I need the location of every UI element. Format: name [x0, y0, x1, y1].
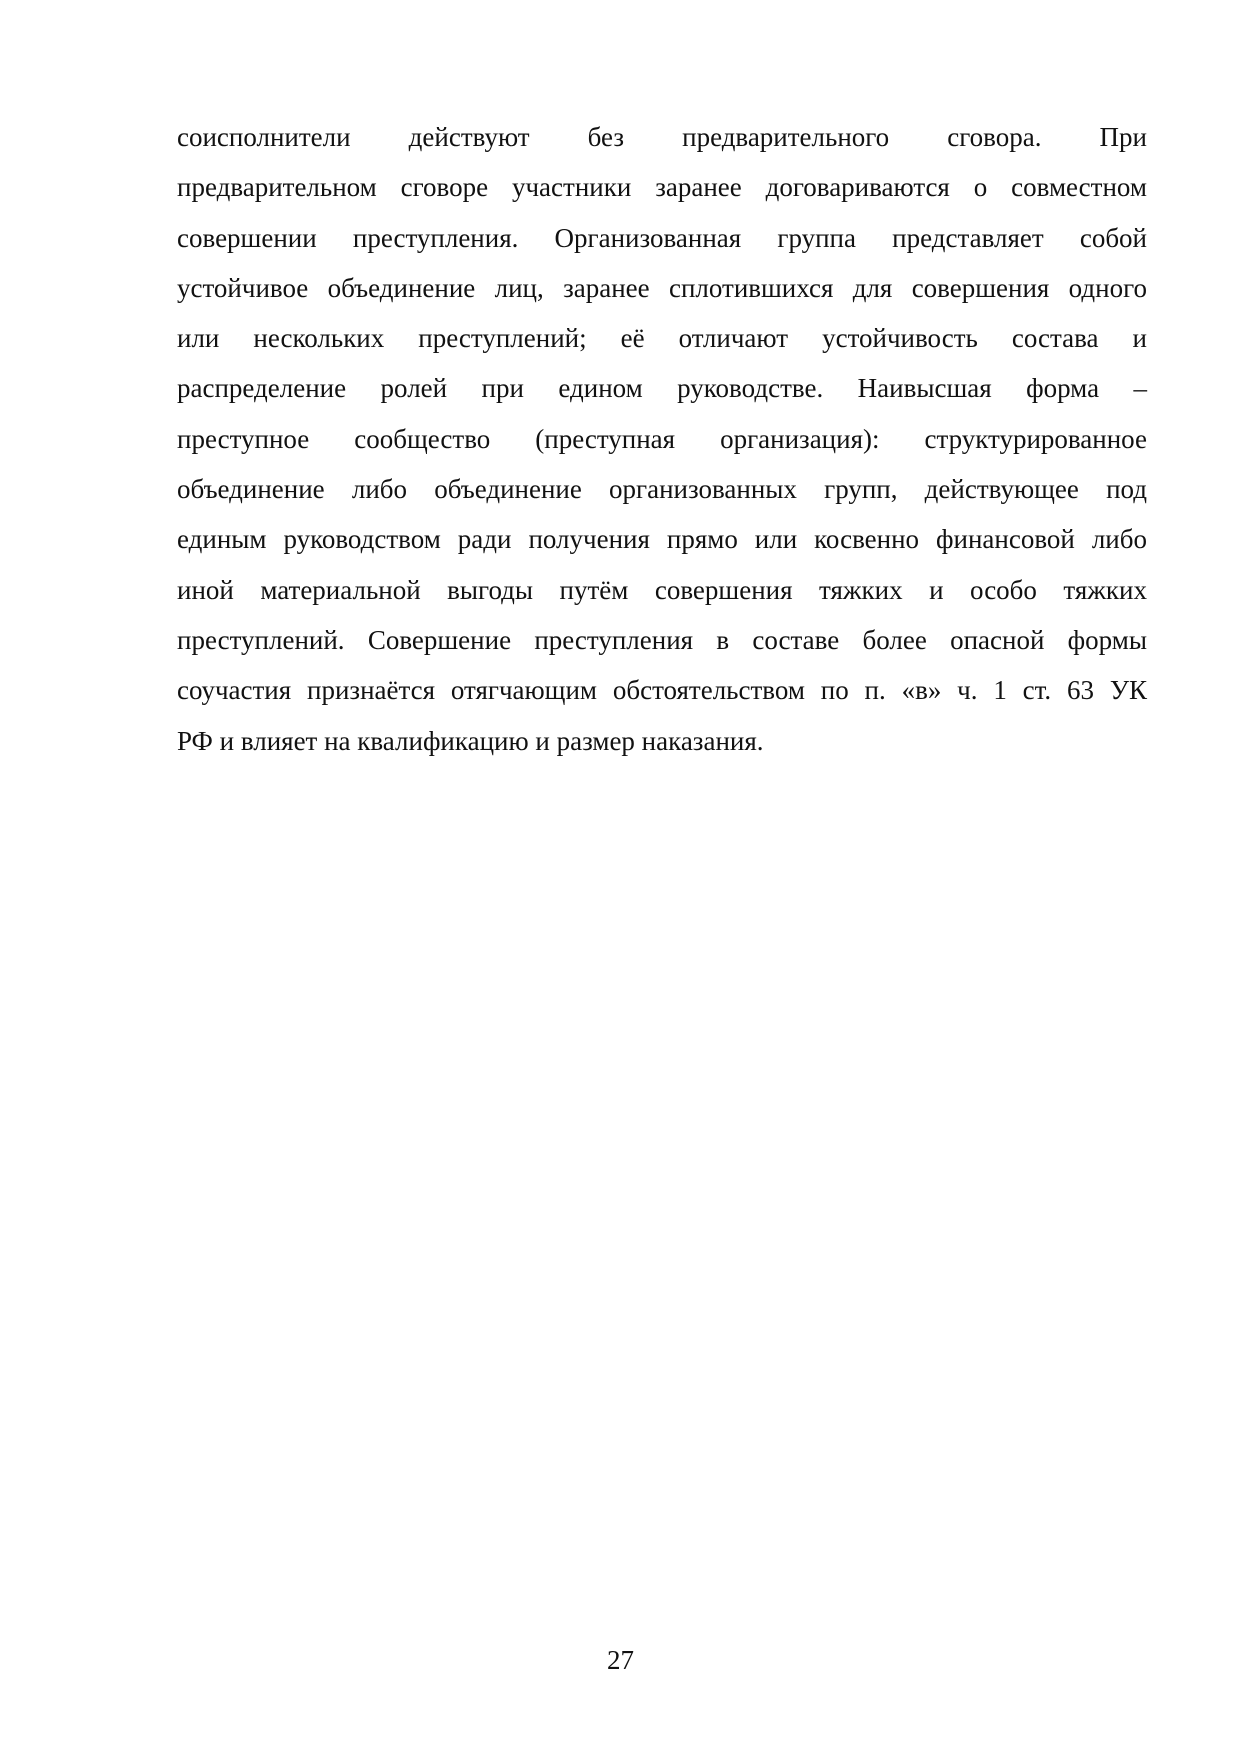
- paragraph-line: или нескольких преступлений; её отличают устойчивость состава и: [177, 323, 1147, 354]
- paragraph-line: преступлений. Совершение преступления в составе более опасной формы: [177, 624, 1147, 655]
- paragraph-line: распределение ролей при едином руководстве. Наивысшая форма –: [177, 373, 1147, 404]
- paragraph-line: преступное сообщество (преступная организация): структурированное: [177, 423, 1147, 454]
- page-number: 27: [607, 1645, 634, 1675]
- paragraph-line: устойчивое объединение лиц, заранее сплотившихся для совершения одного: [177, 272, 1147, 303]
- paragraph-line: соисполнители действуют без предварительного сговора. При: [177, 122, 1147, 152]
- paragraph-line: единым руководством ради получения прямо или косвенно финансовой либо: [177, 524, 1147, 555]
- paragraph-line: предварительном сговоре участники заранее договариваются о совместном: [177, 172, 1147, 203]
- body-paragraph: [177, 112, 1147, 766]
- paragraph-line-last: РФ и влияет на квалификацию и размер наказания.: [177, 725, 764, 756]
- paragraph-line: иной материальной выгоды путём совершения тяжких и особо тяжких: [177, 574, 1147, 605]
- paragraph-line: объединение либо объединение организованных групп, действующее под: [177, 474, 1147, 505]
- paragraph-line: совершении преступления. Организованная группа представляет собой: [177, 222, 1147, 253]
- paragraph-line: соучастия признаётся отягчающим обстоятельством по п. «в» ч. 1 ст. 63 УК: [177, 675, 1147, 706]
